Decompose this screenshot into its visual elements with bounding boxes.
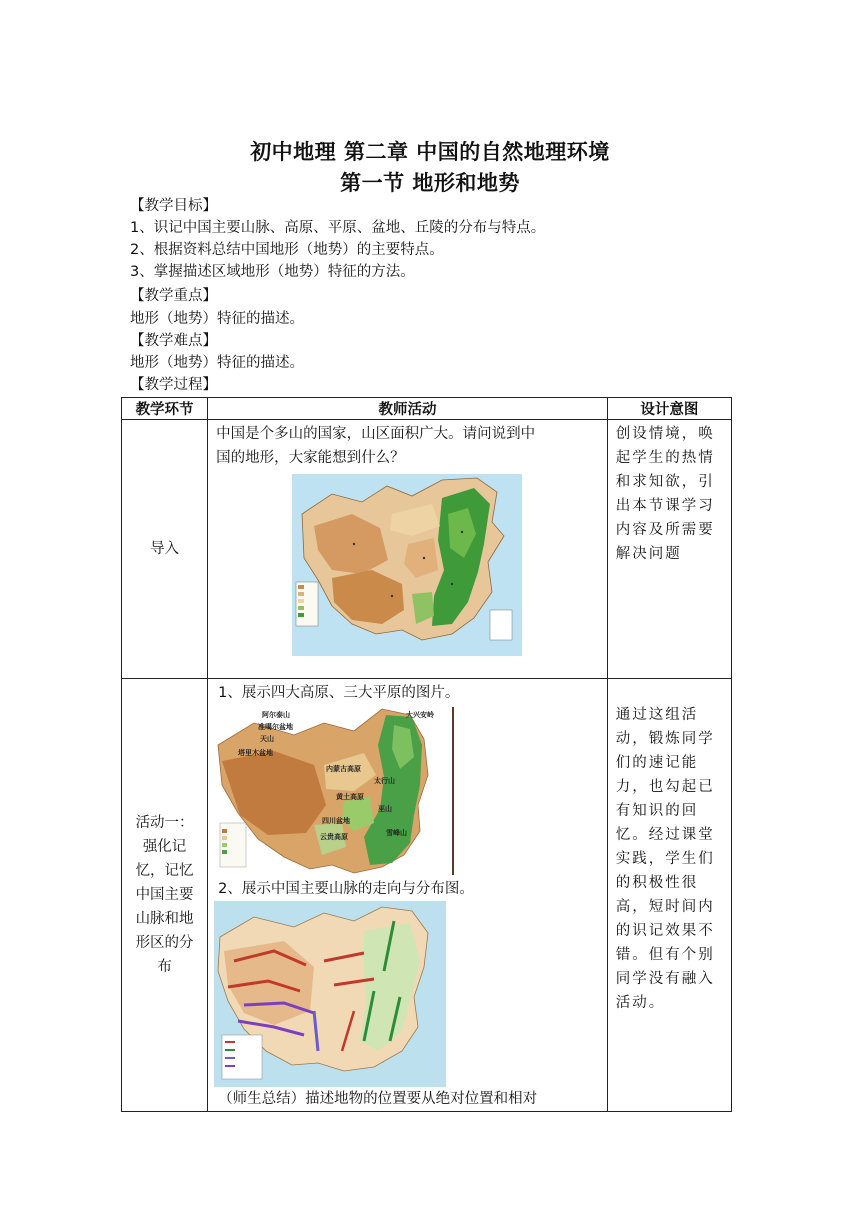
stage-label-line: 山脉和地 [135,911,194,927]
stage-label-line: 布 [157,959,172,975]
teacher-text-line: 中国是个多山的国家，山区面积广大。请问说到中 [216,426,536,442]
objectives-heading: 【教学目标】 [130,198,217,214]
objective-item: 2、根据资料总结中国地形（地势）的主要特点。 [130,242,444,258]
intent-line: 忆。经过课堂 [615,827,715,843]
stage-label-line: 形区的分 [135,935,194,951]
map-label: 云贵高原 [320,833,349,841]
summary-text: （师生总结）描述地物的位置要从绝对位置和相对 [218,1091,538,1107]
stage-cell [122,420,208,679]
intent-line: 实践，学生们 [615,851,715,867]
key-points-text: 地形（地势）特征的描述。 [130,311,304,327]
intent-line: 和求知欲，引 [615,474,715,490]
intent-line: 内容及所需要 [615,522,715,538]
objective-item: 1、识记中国主要山脉、高原、平原、盆地、丘陵的分布与特点。 [130,220,546,236]
intent-line: 出本节课学习 [615,498,715,514]
intent-line: 的识记效果不 [615,923,715,939]
stage-cell [122,679,208,1112]
map-label: 雪峰山 [386,829,408,837]
map-label: 塔里木盆地 [238,749,274,757]
difficulties-text: 地形（地势）特征的描述。 [130,355,304,371]
table-row [122,679,732,1112]
map-label: 内蒙古高原 [326,765,362,773]
map-label: 大兴安岭 [406,711,435,719]
teacher-text-line: 国的地形，大家能想到什么？ [216,450,405,466]
section-title: 第一节 地形和地势 [340,171,520,195]
intent-line: 创设情境，唤 [615,426,715,442]
design-intent-cell [607,679,731,1112]
difficulties-heading: 【教学难点】 [130,333,217,349]
map-label: 巫山 [378,805,393,813]
key-points-heading: 【教学重点】 [130,288,217,304]
column-header-intent: 设计意图 [607,398,731,420]
intent-line: 高，短时间内 [615,899,715,915]
intent-line: 们的速记能 [615,755,699,771]
map-label: 阿尔泰山 [262,711,291,719]
lesson-table [121,397,732,1112]
intent-line: 有知识的回 [615,803,699,819]
mountain-ranges-map-image [214,901,446,1087]
teacher-activity-cell [208,420,608,679]
plateaus-plains-map-image [214,705,454,877]
intent-line: 错。但有个别 [615,947,715,963]
china-physical-map-image [292,474,522,656]
stage-label-line: 活动一： [135,815,194,831]
step-text: 1、展示四大高原、三大平原的图片。 [218,685,460,701]
design-intent-cell [607,420,731,679]
map-label: 准噶尔盆地 [258,723,294,731]
stage-label-line: 强化记 [142,839,187,855]
table-row [122,420,732,679]
document-title: 初中地理 第二章 中国的自然地理环境 [250,140,610,164]
column-header-teacher: 教师活动 [208,398,608,420]
intent-line: 解决问题 [615,546,682,562]
stage-label: 导入 [150,541,180,557]
stage-label-line: 忆，记忆 [135,863,194,879]
map-label: 黄土高原 [336,793,365,801]
objective-item: 3、掌握描述区域地形（地势）特征的方法。 [130,264,415,280]
intent-line: 力，也勾起已 [615,779,715,795]
process-heading: 【教学过程】 [130,377,217,393]
intent-line: 通过这组活 [615,707,699,723]
column-header-stage: 教学环节 [122,398,208,420]
map-label: 天山 [260,735,275,743]
intent-line: 动，锻炼同学 [615,731,715,747]
step-text: 2、展示中国主要山脉的走向与分布图。 [218,881,474,897]
stage-label-line: 中国主要 [135,887,194,903]
intent-line: 活动。 [615,995,666,1011]
intent-line: 同学没有融入 [615,971,715,987]
intent-line: 起学生的热情 [615,450,715,466]
map-label: 四川盆地 [322,817,351,825]
intent-line: 的积极性很 [615,875,699,891]
table-header-row [122,398,732,420]
map-label: 太行山 [374,777,396,785]
teacher-activity-cell [208,679,608,1112]
